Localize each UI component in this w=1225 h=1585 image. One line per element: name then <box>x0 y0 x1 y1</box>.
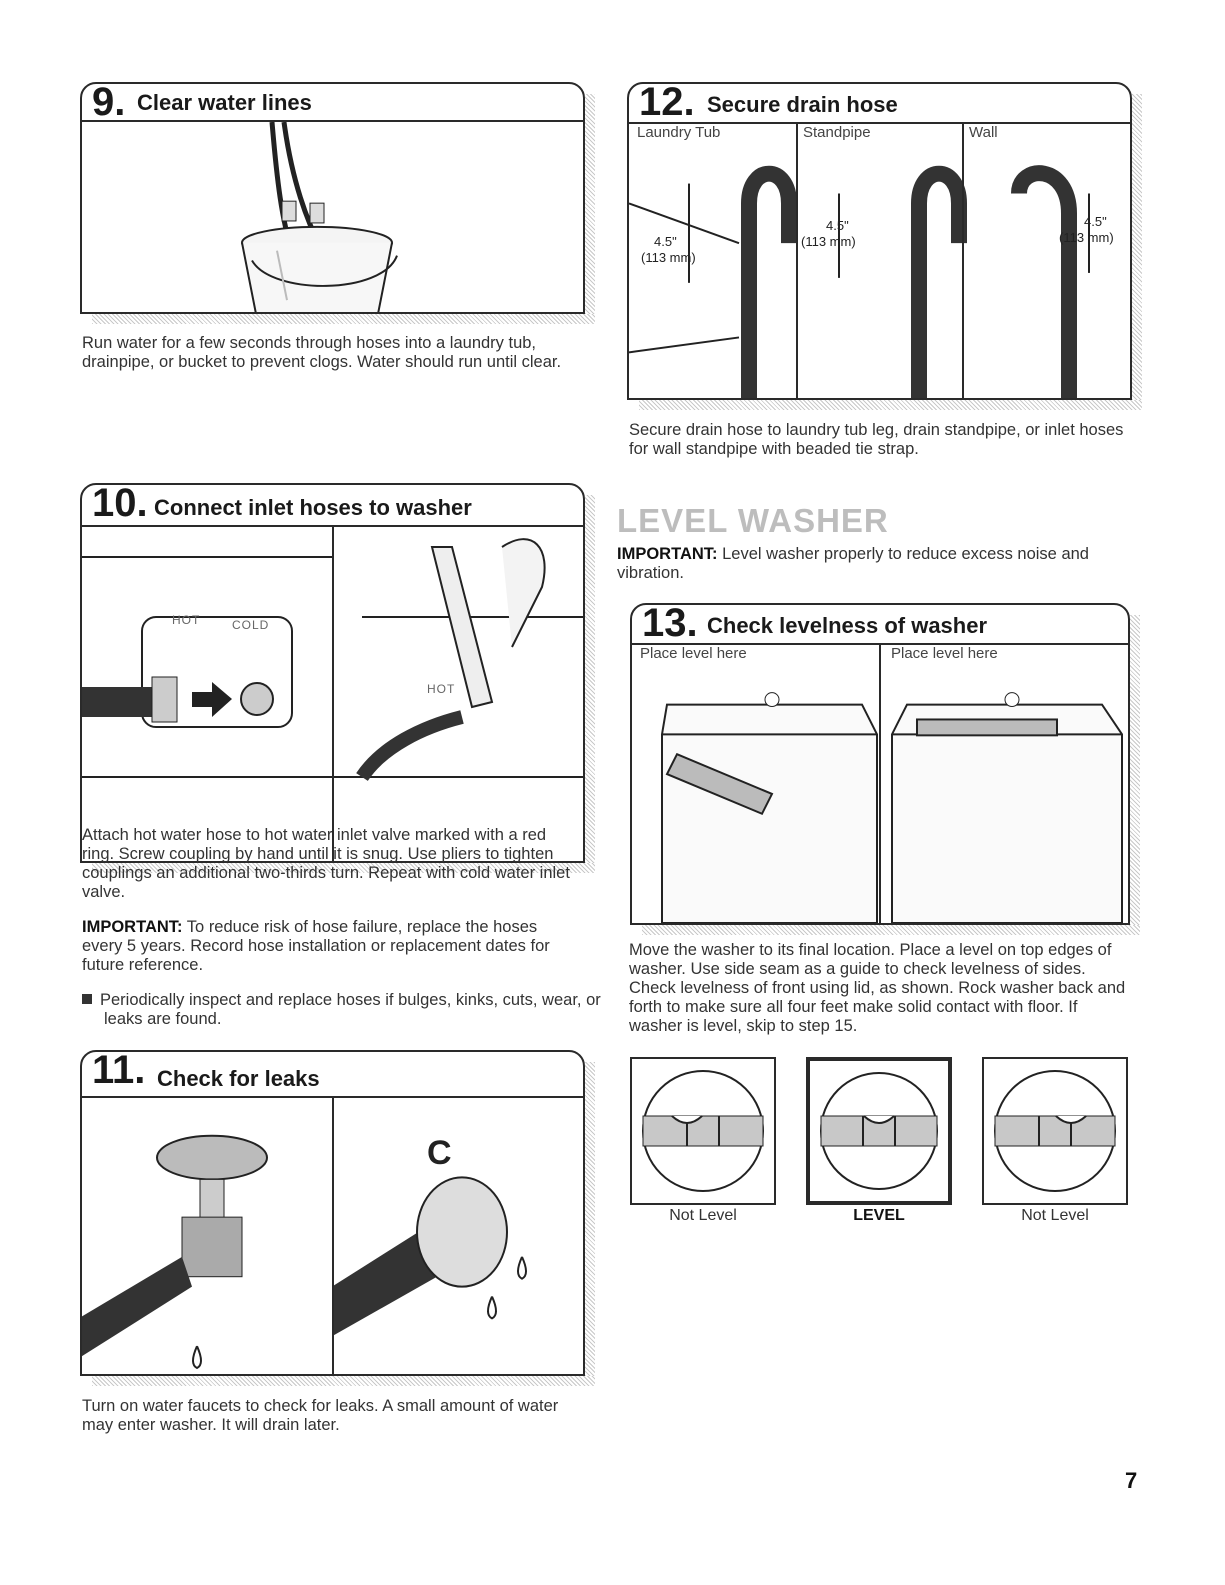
bubble-label: LEVEL <box>853 1207 905 1224</box>
step-12-text: Secure drain hose to laundry tub leg, drain standpipe, or inlet hoses for wall standpipe with beaded tie strap. <box>629 421 1124 458</box>
step-12-header <box>629 80 1130 124</box>
panel-shadow <box>585 1062 595 1376</box>
bubble-level-level <box>806 1057 952 1205</box>
bubble-label: Not Level <box>669 1207 737 1224</box>
panel-shadow <box>1132 94 1142 400</box>
drain-hose-illustration <box>629 124 1130 398</box>
bullet-icon <box>82 994 92 1004</box>
dimension-inches: 4.5" <box>826 218 849 233</box>
panel-shadow <box>92 314 595 324</box>
step-9-text: Run water for a few seconds through hoses into a laundry tub, drainpipe, or bucket to prevent clogs. Water should run until clear. <box>82 334 562 371</box>
panel-shadow <box>639 400 1142 410</box>
dimension-mm: (113 mm) <box>1059 230 1114 245</box>
step-number: 12. <box>639 80 695 124</box>
panel-divider <box>962 122 964 398</box>
panel-divider <box>879 643 881 923</box>
step-title: Check for leaks <box>157 1066 320 1091</box>
page-number: 7 <box>1125 1468 1138 1493</box>
step-9-header <box>82 80 583 124</box>
step-13-header <box>632 601 1128 645</box>
step-number: 9. <box>92 80 126 124</box>
label-laundry-tub: Laundry Tub <box>637 124 721 141</box>
panel-shadow <box>585 94 595 314</box>
step-11-panel <box>80 1050 585 1376</box>
panel-shadow <box>1130 615 1140 925</box>
label-wall: Wall <box>969 124 998 141</box>
label-place-level: Place level here <box>891 645 998 662</box>
cold-marking: COLD <box>232 618 270 632</box>
important-text: To reduce risk of hose failure, replace the hoses every 5 years. Record hose installation or replacement dates for future reference. <box>82 918 550 974</box>
bullet-text: Periodically inspect and replace hoses if bulges, kinks, cuts, wear, or leaks are found. <box>100 991 601 1028</box>
panel-divider <box>796 122 798 398</box>
step-11-text: Turn on water faucets to check for leaks. A small amount of water may enter washer. It will drain later. <box>82 1397 559 1434</box>
dimension-mm: (113 mm) <box>801 234 856 249</box>
step-title: Secure drain hose <box>707 92 898 117</box>
bubble-level-not-level <box>630 1057 776 1205</box>
hot-marking: HOT <box>427 682 456 696</box>
dimension-inches: 4.5" <box>654 234 677 249</box>
step-10-text: Attach hot water hose to hot water inlet valve marked with a red ring. Screw coupling by hand until it is snug. Use pliers to tighten couplings an additional two-thirds turn. Repeat with cold water inlet valve. <box>82 826 570 901</box>
step-number: 13. <box>642 601 698 645</box>
step-10-header <box>82 481 583 527</box>
important-text: Level washer properly to reduce excess noise and vibration. <box>617 545 1089 582</box>
step-11-header <box>82 1048 583 1098</box>
step-12-panel <box>627 82 1132 400</box>
panel-divider <box>332 1096 334 1374</box>
important-label: IMPORTANT: <box>617 545 718 563</box>
illustration-letter: C <box>427 1134 452 1172</box>
hot-marking: HOT <box>172 613 201 627</box>
section-title: LEVEL WASHER <box>617 502 889 539</box>
panel-shadow <box>92 1376 595 1386</box>
step-10-panel <box>80 483 585 863</box>
bubble-label: Not Level <box>1021 1207 1089 1224</box>
step-10-bullet <box>82 991 604 1029</box>
panel-shadow <box>585 495 595 863</box>
step-10-important <box>82 918 582 975</box>
level-important <box>617 545 1127 583</box>
bubble-level-not-level <box>982 1057 1128 1205</box>
label-standpipe: Standpipe <box>803 124 871 141</box>
important-label: IMPORTANT: <box>82 918 183 936</box>
label-place-level: Place level here <box>640 645 747 662</box>
dimension-inches: 4.5" <box>1084 214 1107 229</box>
step-13-panel <box>630 603 1130 925</box>
step-title: Check levelness of washer <box>707 613 988 638</box>
bucket-illustration <box>82 122 583 312</box>
dimension-mm: (113 mm) <box>641 250 696 265</box>
step-13-text: Move the washer to its final location. Place a level on top edges of washer. Use side seam as a guide to check levelness of sides. Check levelness of front using lid, as shown. Rock washer back and forth to make sure all four feet make solid contact with floor. If washer is level, skip to step 15. <box>629 941 1126 1035</box>
panel-shadow <box>642 925 1140 935</box>
step-title: Clear water lines <box>137 90 312 115</box>
step-9-panel <box>80 82 585 314</box>
step-number: 11. <box>92 1048 146 1092</box>
step-number: 10. <box>92 481 148 525</box>
panel-divider <box>332 525 334 861</box>
step-title: Connect inlet hoses to washer <box>154 495 472 520</box>
